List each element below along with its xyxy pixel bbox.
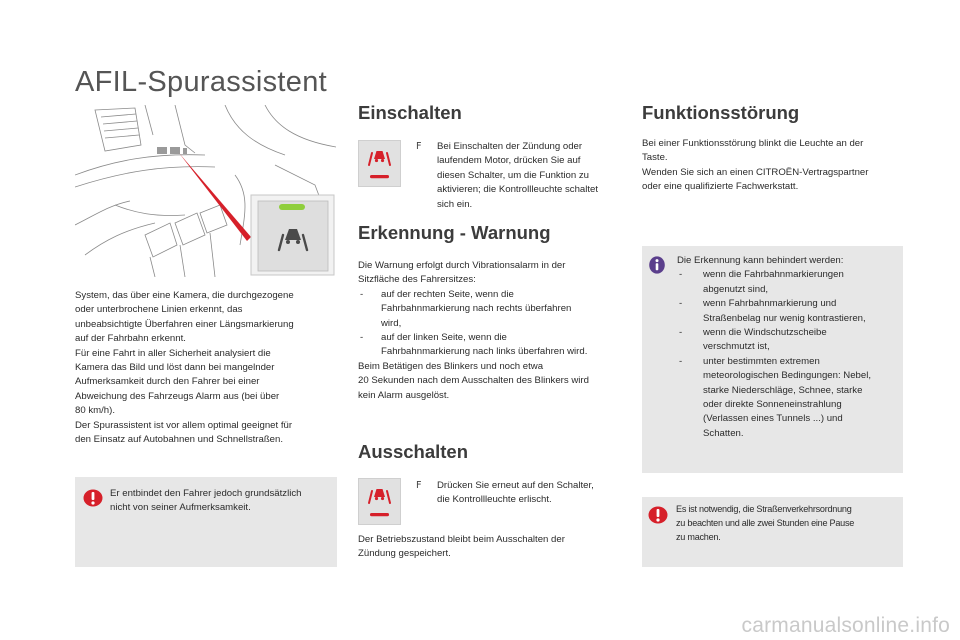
list-item-line: (Verlassen eines Tunnels ...) und — [703, 413, 843, 425]
list-item-line: - auf der linken Seite, wenn die — [381, 332, 507, 344]
list-item-line: abgenutzt sind, — [703, 283, 769, 295]
list-item-line: oder direkte Sonneneinstrahlung — [703, 399, 842, 411]
intro-line: den Einsatz auf Autobahnen und Schnellstraßen. — [75, 434, 284, 446]
warning-line: Es ist notwendig, die Straßenverkehrsordnung — [676, 504, 852, 514]
intro-line: Der Spurassistent ist vor allem optimal geeignet für — [75, 419, 293, 431]
erkennung-intro-line: Sitzfläche des Fahrersitzes: — [358, 274, 476, 286]
list-item-line: starke Niederschläge, Schnee, starke — [703, 384, 863, 396]
warning-note-left-text — [110, 487, 332, 516]
list-item-line: Schatten. — [703, 427, 744, 439]
info-note-text — [677, 254, 899, 441]
warning-note-right-text — [676, 502, 898, 545]
erkennung-outro-line: kein Alarm ausgelöst. — [358, 389, 450, 401]
intro-line: Kamera das Bild und löst dann bei mangelnder — [75, 362, 275, 374]
erkennung-outro-line: 20 Sekunden nach dem Ausschalten des Blinkers wird — [358, 375, 589, 387]
funktionsstoerung-line: oder eine qualifizierte Fachwerkstatt. — [642, 181, 799, 193]
erkennung-list — [358, 288, 628, 360]
erkennung-intro-line: Die Warnung erfolgt durch Vibrationsalarm in der — [358, 260, 566, 271]
ausschalten-line: Drücken Sie erneut auf den Schalter, — [437, 480, 594, 491]
warning-exclamation-icon — [648, 506, 668, 524]
dashboard-switch-drawing — [75, 105, 336, 277]
list-item — [677, 268, 899, 297]
bullet-marker: F — [416, 141, 422, 152]
lane-departure-icon — [359, 479, 400, 524]
ausschalten-after-line: Zündung gespeichert. — [358, 548, 451, 560]
dashboard-illustration — [75, 105, 336, 277]
warning-line: nicht von seiner Aufmerksamkeit. — [110, 502, 251, 514]
ausschalten-after-text — [358, 533, 628, 562]
ausschalten-line: die Kontrollleuchte erlischt. — [437, 494, 552, 506]
einschalten-line: aktivieren; die Kontrollleuchte schaltet — [437, 184, 599, 196]
warning-note-right — [642, 497, 903, 567]
einschalten-line: Bei Einschalten der Zündung oder — [437, 141, 583, 152]
funktionsstoerung-line: Taste. — [642, 152, 668, 164]
info-list — [677, 268, 899, 441]
heading-ausschalten: Ausschalten — [358, 441, 469, 462]
info-intro: Die Erkennung kann behindert werden: — [677, 255, 844, 266]
heading-erkennung-warnung: Erkennung - Warnung — [358, 222, 551, 243]
intro-line: System, das über eine Kamera, die durchgezogene — [75, 290, 294, 301]
watermark: carmanualsonline.info — [741, 614, 950, 637]
ausschalten-text — [437, 479, 627, 508]
list-item-line: - wenn Fahrbahnmarkierung und — [703, 298, 837, 310]
einschalten-line: laufendem Motor, drücken Sie auf — [437, 155, 581, 167]
list-item — [677, 326, 899, 355]
list-item — [677, 297, 899, 326]
erkennung-outro-line: Beim Betätigen des Blinkers und noch etwa — [358, 360, 544, 372]
bullet-marker: F — [416, 480, 422, 491]
list-item — [358, 288, 628, 331]
list-item-line: wird, — [381, 317, 402, 329]
page-title: AFIL-Spurassistent — [75, 66, 327, 98]
warning-note-left — [75, 477, 337, 567]
intro-paragraph — [75, 289, 337, 447]
list-item-line: meteorologischen Bedingungen: Nebel, — [703, 370, 872, 382]
lane-switch-on-icon — [358, 140, 401, 187]
einschalten-line: diesen Schalter, um die Funktion zu — [437, 169, 589, 181]
intro-line: Abweichung des Fahrzeugs Alarm aus (bei über — [75, 390, 280, 402]
info-icon — [649, 256, 665, 274]
funktionsstoerung-line: Bei einer Funktionsstörung blinkt die Leuchte an der — [642, 138, 864, 149]
intro-line: Für eine Fahrt in aller Sicherheit analysiert die — [75, 347, 271, 359]
ausschalten-after-line: Der Betriebszustand bleibt beim Ausschalten der — [358, 534, 565, 545]
warning-line: Er entbindet den Fahrer jedoch grundsätzlich — [110, 488, 302, 499]
warning-line: zu machen. — [676, 532, 721, 543]
intro-line: Aufmerksamkeit durch den Fahrer bei einer — [75, 376, 260, 388]
intro-line: auf der Fahrbahn erkennt. — [75, 333, 186, 345]
einschalten-text — [437, 140, 627, 212]
intro-line: 80 km/h). — [75, 405, 115, 417]
erkennung-text — [358, 259, 628, 403]
list-item-line: verschmutzt ist, — [703, 341, 770, 353]
funktionsstoerung-line: Wenden Sie sich an einen CITROËN-Vertragspartner — [642, 166, 869, 178]
warning-exclamation-icon — [83, 489, 103, 507]
list-item — [358, 331, 628, 360]
list-item-line: - unter bestimmten extremen — [703, 355, 820, 367]
list-item-line: - wenn die Windschutzscheibe — [703, 327, 827, 339]
list-item-line: Fahrbahnmarkierung nach rechts überfahren — [381, 303, 572, 315]
lane-switch-off-icon — [358, 478, 401, 525]
info-note — [642, 246, 903, 473]
heading-funktionsstoerung: Funktionsstörung — [642, 102, 800, 123]
intro-line: unbeabsichtigte Überfahren einer Längsmarkierung — [75, 318, 294, 330]
einschalten-line: sich ein. — [437, 198, 473, 210]
list-item-line: Fahrbahnmarkierung nach links überfahren wird. — [381, 346, 588, 358]
list-item-line: - wenn die Fahrbahnmarkierungen — [703, 269, 844, 281]
lane-departure-icon — [359, 141, 400, 186]
list-item-line: Straßenbelag nur wenig kontrastieren, — [703, 312, 866, 324]
list-item-line: - auf der rechten Seite, wenn die — [381, 288, 514, 300]
funktionsstoerung-text — [642, 137, 907, 195]
warning-line: zu beachten und alle zwei Stunden eine Pause — [676, 518, 855, 529]
heading-einschalten: Einschalten — [358, 102, 462, 123]
list-item — [677, 355, 899, 441]
intro-line: oder unterbrochene Linien erkennt, das — [75, 304, 243, 316]
